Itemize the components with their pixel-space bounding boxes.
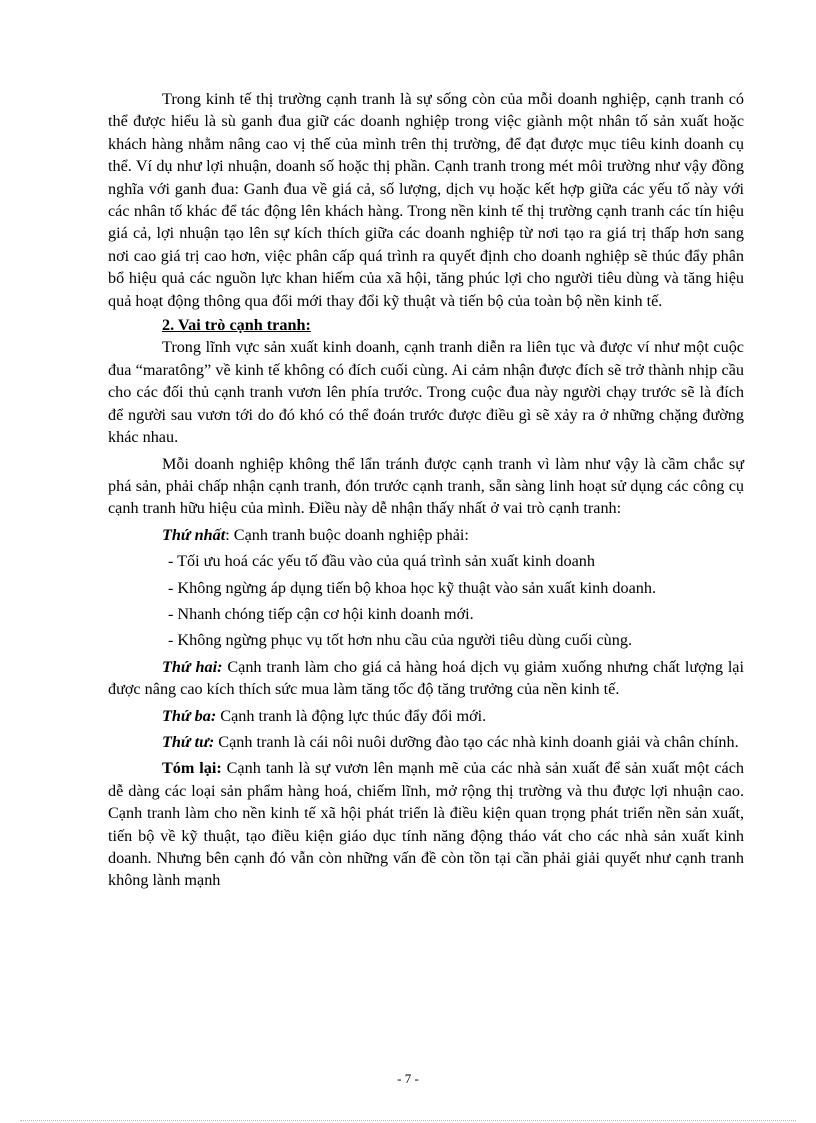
first-label: Thứ nhất <box>162 525 226 544</box>
bullet-item: - Không ngừng áp dụng tiến bộ khoa học kỹ thuật vào sản xuất kinh doanh. <box>168 578 657 597</box>
competition-paragraph: Mỗi doanh nghiệp không thể lẩn tránh được cạnh tranh vì làm như vậy là cầm chắc sự phá sản, phải chấp nhận cạnh tranh, đón trước cạnh tranh, sẵn sàng linh hoạt sử dụng các công cụ cạnh tranh hữu hiệu của mình. Điều này dễ nhận thấy nhất ở vai trò cạnh tranh: <box>108 454 744 518</box>
section-heading: 2. Vai trò cạnh tranh: <box>162 316 311 335</box>
bullet-item: - Nhanh chóng tiếp cận cơ hội kinh doanh mới. <box>168 604 474 623</box>
bullet-item: - Tối ưu hoá các yếu tố đầu vào của quá trình sản xuất kinh doanh <box>168 552 595 571</box>
fourth-label: Thứ tư: <box>162 732 215 751</box>
first-text: : Cạnh tranh buộc doanh nghiệp phải: <box>225 525 469 544</box>
fourth-role <box>108 731 744 753</box>
bullet-item: - Không ngừng phục vụ tốt hơn nhu cầu của người tiêu dùng cuối cùng. <box>168 631 633 650</box>
intro-paragraph: Trong kinh tế thị trường cạnh tranh là sự sống còn của mỗi doanh nghiệp, cạnh tranh có thể được hiểu là sù ganh đua giữ các doanh nghiệp trong việc giành một nhân tố sản xuất hoặc khách hàng nhằm nâng cao vị thế của mình trên thị trường, để đạt được mục tiêu kinh doanh cụ thể. Ví dụ như lợi nhuận, doanh số hoặc thị phần. Cạnh tranh trong mét môi trường như vậy đồng nghĩa với ganh đua: Ganh đua về giá cả, số lượng, dịch vụ hoặc kết hợp giữa các yếu tố này với các nhân tố khác để tác động lên khách hàng. Trong nền kinh tế thị trường cạnh tranh các tín hiệu giá cả, lợi nhuận tạo lên sự kích thích giữa các doanh nghiệp từ nơi tạo ra giá trị thấp hơn sang nơi cao giá trị cao hơn, việc phân cấp quá trình ra quyết định cho doanh nghiệp sẽ thúc đẩy phân bổ hiệu quả các nguồn lực khan hiếm của xã hội, tăng phúc lợi cho người tiêu dùng và tăng hiệu quả hoạt động thông qua đổi mới thay đổi kỹ thuật và tiến bộ của toàn bộ nền kinh tế. <box>108 90 744 310</box>
summary-paragraph <box>108 757 744 891</box>
third-label: Thứ ba: <box>162 706 217 725</box>
first-role <box>108 524 744 546</box>
third-text: Cạnh tranh là động lực thúc đẩy đổi mới. <box>216 706 487 725</box>
fourth-text: Cạnh tranh là cái nôi nuôi dưỡng đào tạo các nhà kinh doanh giải và chân chính. <box>214 732 739 751</box>
summary-text: Cạnh tanh là sự vươn lên mạnh mẽ của các nhà sản xuất để sản xuất một cách dễ dàng các loại sản phẩm hàng hoá, chiếm lĩnh, mở rộng thị trường và thu được lợi nhuận cao. Cạnh tranh làm cho nền kinh tế xã hội phát triển là điều kiện quan trọng phát triển nền sản xuất, tiến bộ về kỹ thuật, tạo điều kiện giáo dục tính năng động tháo vát cho các nhà sản xuất kinh doanh. Nhưng bên cạnh đó vẫn còn những vấn đề còn tồn tại cần phải giải quyết như cạnh tranh không lành mạnh <box>108 759 744 890</box>
summary-label: Tóm lại: <box>162 759 222 778</box>
second-text: Cạnh tranh làm cho giá cả hàng hoá dịch vụ giảm xuống nhưng chất lượng lại được nâng cao kích thích sức mua làm tăng tốc độ tăng trưởng của nền kinh tế. <box>108 657 744 699</box>
race-paragraph: Trong lĩnh vực sản xuất kinh doanh, cạnh tranh diễn ra liên tục và được ví như một cuộc đua “maratông” về kinh tế không có đích cuối cùng. Ai cảm nhận được đích sẽ trở thành nhịp cầu cho các đối thủ cạnh tranh vươn lên phía trước. Trong cuộc đua này người chạy trước sẽ là đích để người sau vươn tới do đó khó có thể đoán trước được điều gì sẽ xảy ra ở những chặng đường khác nhau. <box>108 338 744 447</box>
third-role <box>108 705 744 727</box>
footer-divider <box>20 1120 796 1121</box>
second-role <box>108 656 744 701</box>
page-body <box>108 88 744 892</box>
second-label: Thứ hai: <box>162 657 223 676</box>
page-number: - 7 - <box>397 1071 419 1086</box>
